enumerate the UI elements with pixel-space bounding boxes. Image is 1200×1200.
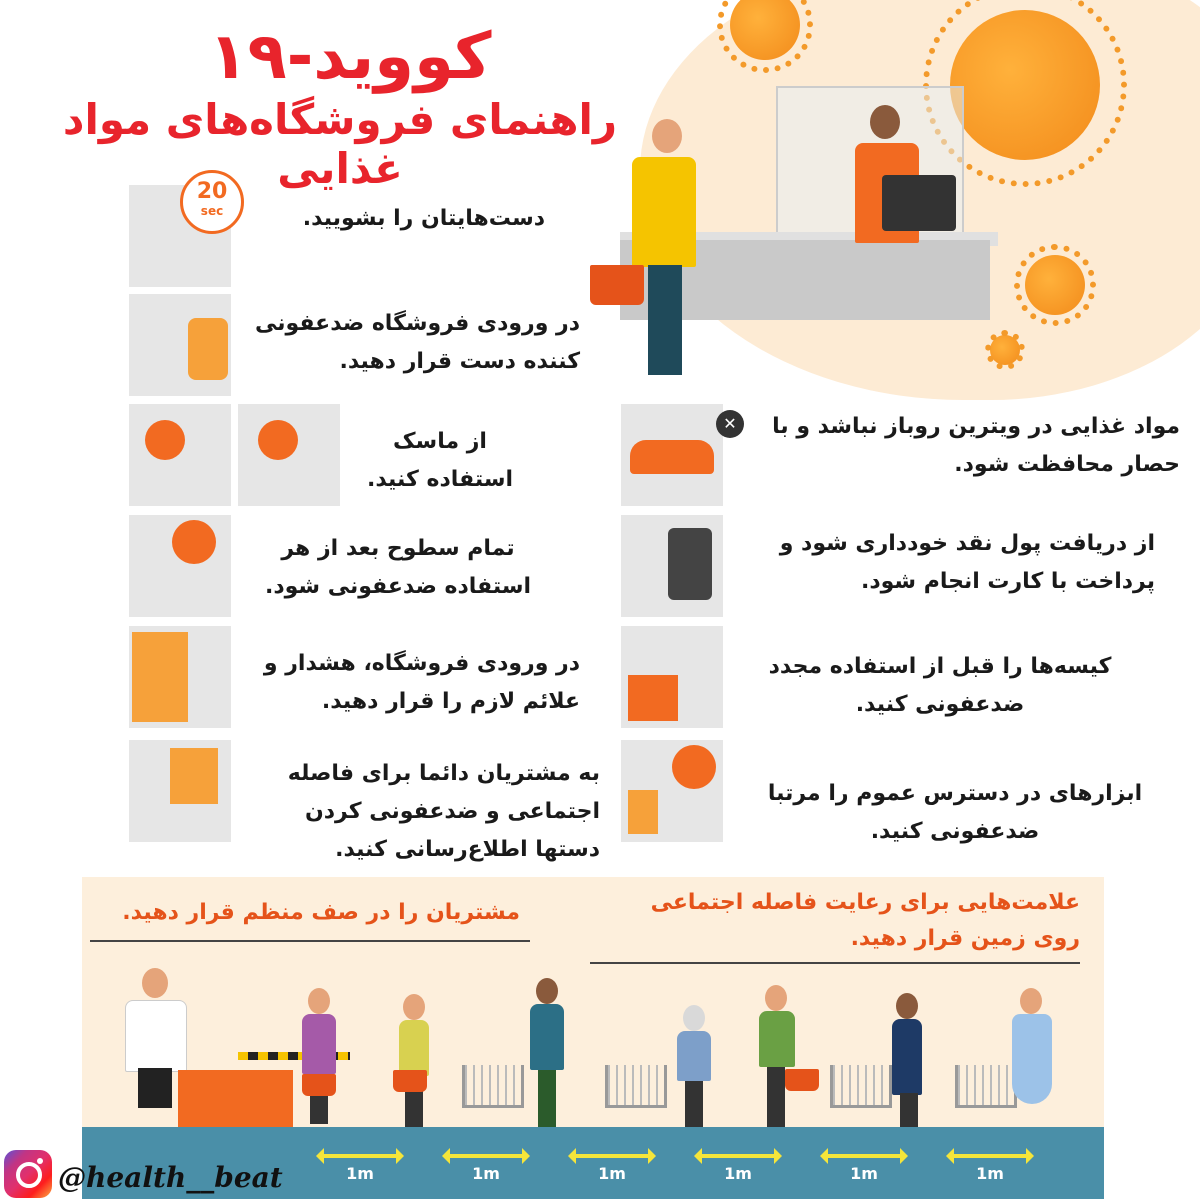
page-subtitle: راهنمای فروشگاه‌های مواد غذایی	[62, 95, 618, 193]
page-title: کووید-۱۹	[208, 20, 492, 94]
card-terminal	[668, 528, 712, 600]
shopper-illustration	[620, 115, 730, 375]
warning-poster	[132, 632, 188, 722]
distance-label: 1m	[724, 1164, 752, 1183]
distance-label: 1m	[976, 1164, 1004, 1183]
queue-person	[395, 994, 435, 1134]
queue-person	[528, 978, 568, 1138]
tip-wear-mask: از ماسک استفاده کنید.	[366, 429, 513, 492]
bread-loaves	[630, 440, 714, 474]
cash-register-monitor	[882, 175, 956, 231]
distance-marker	[320, 1150, 400, 1190]
bubble-line-left	[90, 940, 530, 942]
person-mask-figure	[145, 420, 185, 460]
bubble-floor-markers: علامت‌هایی برای رعایت فاصله اجتماعی روی زمین قرار دهید.	[650, 890, 1080, 951]
shopping-cart	[462, 1065, 524, 1108]
face-mask-icon	[129, 404, 231, 506]
virus-icon	[950, 10, 1100, 160]
tip-inform-customers: به مشتریان دائما برای فاصله اجتماعی و ضدعفونی کردن دستها اطلاع‌رسانی کنید.	[287, 761, 600, 862]
timer-number: 20	[196, 179, 228, 204]
timer-badge	[180, 170, 244, 234]
tip-protect-food-display: مواد غذایی در ویترین روباز نباشد و با حصار محافظت شود.	[772, 414, 1180, 477]
shopping-cart	[830, 1065, 892, 1108]
instagram-icon[interactable]	[4, 1150, 52, 1198]
virus-icon	[990, 335, 1020, 365]
bubble-line-right	[590, 962, 1080, 964]
distance-label: 1m	[850, 1164, 878, 1183]
shaker-jar	[628, 790, 658, 834]
tip-hand-sanitizer: در ورودی فروشگاه ضدعفونی کننده دست قرار دهید.	[255, 311, 580, 374]
distance-marker	[572, 1150, 652, 1190]
distance-label: 1m	[346, 1164, 374, 1183]
virus-icon	[1025, 255, 1085, 315]
shopping-bag	[628, 675, 678, 721]
bubble-queue-order: مشتریان را در صف منظم قرار دهید.	[122, 900, 520, 925]
timer-unit: sec	[200, 204, 224, 218]
queue-person	[888, 993, 928, 1133]
tip-disinfect-bags: کیسه‌ها را قبل از استفاده مجدد ضدعفونی کنید.	[768, 654, 1112, 717]
sanitizer-bottle	[188, 318, 228, 380]
shopping-cart	[955, 1065, 1017, 1108]
queue-person	[300, 988, 340, 1128]
close-circle-icon: ✕	[716, 410, 744, 438]
queue-person	[757, 985, 797, 1135]
spray-badge-icon	[172, 520, 216, 564]
queue-person	[1010, 988, 1054, 1128]
tip-warning-signs: در ورودی فروشگاه، هشدار و علائم لازم را قرار دهید.	[263, 651, 580, 714]
tip-disinfect-tools: ابزارهای در دسترس عموم را مرتبا ضدعفونی کنید.	[767, 781, 1143, 844]
person-cough-figure	[258, 420, 298, 460]
tip-disinfect-surfaces: تمام سطوح بعد از هر استفاده ضدعفونی شود.	[264, 536, 532, 599]
instagram-handle[interactable]: @health__beat	[58, 1161, 283, 1194]
distance-marker	[698, 1150, 778, 1190]
tip-wash-hands: دست‌هایتان را بشویید.	[302, 206, 545, 231]
queue-person	[675, 1005, 715, 1135]
distance-label: 1m	[472, 1164, 500, 1183]
distance-label: 1m	[598, 1164, 626, 1183]
tip-card-payment: از دریافت پول نقد خودداری شود و پرداخت با کارت انجام شود.	[779, 531, 1155, 594]
entry-counter	[178, 1070, 293, 1130]
distance-marker	[950, 1150, 1030, 1190]
spray-badge-icon	[672, 745, 716, 789]
megaphone-poster	[170, 748, 218, 804]
virus-icon	[730, 0, 800, 60]
shopping-cart	[605, 1065, 667, 1108]
distance-marker	[446, 1150, 526, 1190]
distance-marker	[824, 1150, 904, 1190]
